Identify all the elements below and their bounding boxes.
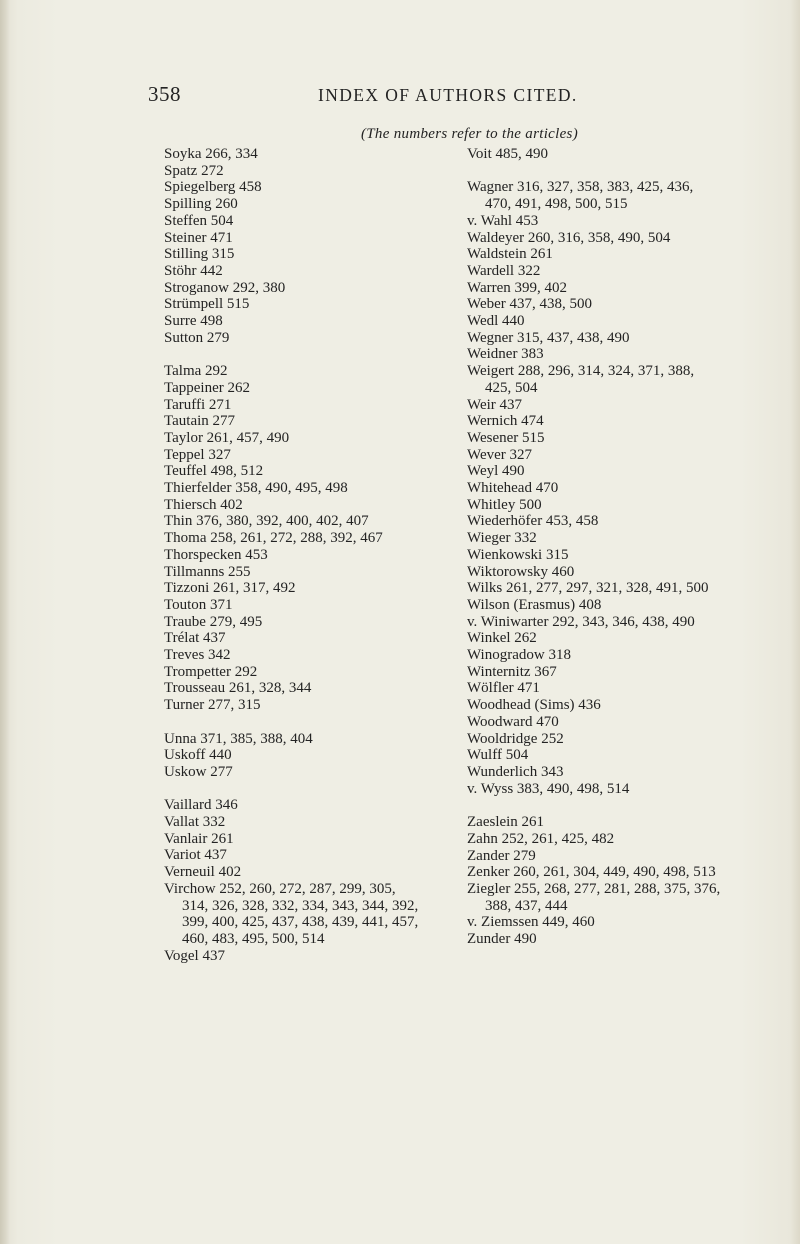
index-entry bbox=[467, 530, 797, 547]
index-entry bbox=[467, 463, 797, 480]
running-head: INDEX OF AUTHORS CITED. bbox=[318, 85, 578, 105]
index-entry-line: Steffen 504 bbox=[164, 212, 234, 229]
index-entry bbox=[467, 597, 797, 614]
index-entry-line: Verneuil 402 bbox=[164, 864, 242, 881]
page-header bbox=[0, 82, 800, 108]
index-entry-line: Vanlair 261 bbox=[164, 830, 234, 847]
index-entry-line: Ziegler 255, 268, 277, 281, 288, 375, 376, bbox=[467, 880, 721, 897]
index-entry-line: Trélat 437 bbox=[164, 630, 226, 647]
index-entry-line: Zahn 252, 261, 425, 482 bbox=[467, 830, 615, 847]
index-entry-line: Talma 292 bbox=[164, 363, 228, 380]
index-entry bbox=[467, 864, 797, 881]
index-entry-line: Wedl 440 bbox=[467, 313, 525, 330]
index-entry bbox=[467, 246, 797, 263]
index-entry-line: Vogel 437 bbox=[164, 947, 225, 964]
index-entry-line: Taruffi 271 bbox=[164, 396, 232, 413]
index-entry bbox=[467, 513, 797, 530]
index-entry-line: Wunderlich 343 bbox=[467, 764, 564, 780]
index-entry bbox=[164, 614, 484, 631]
index-entry bbox=[467, 814, 797, 831]
index-entry bbox=[467, 213, 797, 230]
index-entry bbox=[164, 797, 484, 814]
index-entry bbox=[164, 380, 484, 397]
index-entry-line: Unna 371, 385, 388, 404 bbox=[164, 730, 313, 747]
index-entry bbox=[467, 731, 797, 748]
index-entry-line: Weidner 383 bbox=[467, 346, 544, 363]
index-entry-line: Tizzoni 261, 317, 492 bbox=[164, 580, 296, 597]
index-entry bbox=[467, 697, 797, 714]
index-entry-line: v. Winiwarter 292, 343, 346, 438, 490 bbox=[467, 613, 695, 630]
index-entry bbox=[467, 647, 797, 664]
index-entry-line: Vaillard 346 bbox=[164, 797, 238, 814]
index-entry-line: Voit 485, 490 bbox=[467, 146, 548, 162]
index-entry bbox=[467, 313, 797, 330]
index-entry bbox=[164, 630, 484, 647]
index-entry-line: v. Wahl 453 bbox=[467, 212, 539, 229]
index-entry bbox=[164, 313, 484, 330]
index-entry bbox=[164, 564, 484, 581]
index-entry-line: Waldstein 261 bbox=[467, 246, 553, 263]
index-entry bbox=[164, 263, 484, 280]
index-entry-line: Trousseau 261, 328, 344 bbox=[164, 680, 312, 697]
index-entry-line: Treves 342 bbox=[164, 647, 231, 664]
index-entry-line: Uskoff 440 bbox=[164, 747, 232, 764]
index-entry bbox=[467, 263, 797, 280]
index-entry bbox=[467, 630, 797, 647]
section-gap bbox=[164, 714, 484, 731]
index-entry bbox=[164, 530, 484, 547]
index-entry-line: Wölfler 471 bbox=[467, 680, 540, 697]
index-entry bbox=[467, 397, 797, 414]
index-entry-continuation: 470, 491, 498, 500, 515 bbox=[485, 196, 628, 213]
index-entry-line: Zunder 490 bbox=[467, 931, 537, 948]
index-entry bbox=[164, 664, 484, 681]
index-entry bbox=[467, 146, 797, 163]
index-entry-line: Wiederhöfer 453, 458 bbox=[467, 513, 599, 530]
index-entry bbox=[164, 296, 484, 313]
index-entry-line: Soyka 266, 334 bbox=[164, 146, 258, 162]
index-entry-line: Taylor 261, 457, 490 bbox=[164, 429, 290, 446]
index-entry bbox=[467, 480, 797, 497]
section-gap bbox=[467, 797, 797, 814]
index-entry-line: Wienkowski 315 bbox=[467, 546, 569, 563]
index-entry bbox=[467, 931, 797, 948]
index-entry bbox=[164, 230, 484, 247]
index-entry bbox=[467, 714, 797, 731]
index-entry-line: Weyl 490 bbox=[467, 463, 525, 480]
index-entry bbox=[467, 664, 797, 681]
index-entry-line: Whitehead 470 bbox=[467, 480, 559, 497]
index-entry bbox=[467, 330, 797, 347]
section-gap bbox=[164, 781, 484, 798]
index-entry bbox=[164, 179, 484, 196]
index-entry-line: Steiner 471 bbox=[164, 229, 233, 246]
index-entry bbox=[164, 948, 484, 965]
index-entry-line: Tappeiner 262 bbox=[164, 379, 251, 396]
index-entry bbox=[164, 413, 484, 430]
index-entry bbox=[164, 363, 484, 380]
index-entry-line: Thin 376, 380, 392, 400, 402, 407 bbox=[164, 513, 369, 530]
index-entry bbox=[467, 280, 797, 297]
index-entry bbox=[164, 847, 484, 864]
index-entry-line: Wernich 474 bbox=[467, 413, 544, 430]
index-entry bbox=[467, 614, 797, 631]
index-entry bbox=[164, 831, 484, 848]
index-entry bbox=[467, 881, 797, 914]
index-column-right bbox=[467, 146, 797, 948]
index-entry bbox=[467, 179, 797, 212]
index-entry bbox=[164, 246, 484, 263]
index-entry-line: Thierfelder 358, 490, 495, 498 bbox=[164, 480, 348, 497]
index-entry-line: Wever 327 bbox=[467, 446, 533, 463]
index-entry bbox=[164, 680, 484, 697]
index-entry bbox=[164, 597, 484, 614]
index-entry bbox=[164, 430, 484, 447]
index-entry-line: Woodhead (Sims) 436 bbox=[467, 697, 601, 714]
index-entry bbox=[467, 564, 797, 581]
index-entry-line: Uskow 277 bbox=[164, 763, 233, 780]
index-entry-line: Winkel 262 bbox=[467, 630, 537, 647]
index-entry bbox=[467, 447, 797, 464]
index-entry bbox=[164, 881, 484, 948]
index-entry-line: Weber 437, 438, 500 bbox=[467, 296, 593, 313]
index-entry-line: Virchow 252, 260, 272, 287, 299, 305, bbox=[164, 880, 396, 897]
index-entry bbox=[467, 747, 797, 764]
index-entry bbox=[467, 413, 797, 430]
index-entry-line: Spilling 260 bbox=[164, 196, 238, 213]
index-entry-line: Teppel 327 bbox=[164, 446, 231, 463]
index-entry-line: Turner 277, 315 bbox=[164, 697, 261, 714]
index-entry-line: Traube 279, 495 bbox=[164, 613, 263, 630]
index-entry-line: v. Wyss 383, 490, 498, 514 bbox=[467, 780, 630, 797]
index-entry bbox=[467, 848, 797, 865]
index-entry-line: Spiegelberg 458 bbox=[164, 179, 262, 196]
index-entry-line: Wiktorowsky 460 bbox=[467, 563, 575, 580]
index-entry bbox=[164, 513, 484, 530]
index-entry-line: Wesener 515 bbox=[467, 429, 545, 446]
index-entry bbox=[467, 781, 797, 798]
index-entry-line: Winternitz 367 bbox=[467, 663, 557, 680]
index-entry-line: Winogradow 318 bbox=[467, 647, 571, 664]
index-entry-line: Stöhr 442 bbox=[164, 262, 223, 279]
index-entry-line: Wulff 504 bbox=[467, 747, 529, 764]
index-entry-line: Wilks 261, 277, 297, 321, 328, 491, 500 bbox=[467, 580, 709, 597]
index-entry bbox=[467, 914, 797, 931]
index-entry-line: Teuffel 498, 512 bbox=[164, 463, 264, 480]
index-entry bbox=[467, 363, 797, 396]
index-entry bbox=[467, 230, 797, 247]
index-entry bbox=[467, 547, 797, 564]
index-column-left bbox=[164, 146, 484, 964]
index-entry-line: Tautain 277 bbox=[164, 413, 236, 430]
page-number: 358 bbox=[148, 82, 181, 106]
index-entry bbox=[164, 480, 484, 497]
index-entry-continuation: 425, 504 bbox=[485, 379, 538, 396]
index-entry-line: Warren 399, 402 bbox=[467, 279, 568, 296]
section-gap bbox=[467, 163, 797, 180]
index-entry-line: Woodward 470 bbox=[467, 713, 559, 730]
index-entry bbox=[164, 731, 484, 748]
index-entry bbox=[164, 146, 484, 163]
index-entry bbox=[164, 814, 484, 831]
index-entry bbox=[467, 296, 797, 313]
index-entry-line: Weigert 288, 296, 314, 324, 371, 388, bbox=[467, 363, 695, 380]
index-entry bbox=[164, 497, 484, 514]
index-entry bbox=[164, 213, 484, 230]
index-entry-line: Wieger 332 bbox=[467, 530, 537, 547]
index-entry-line: Tillmanns 255 bbox=[164, 563, 251, 580]
index-entry-line: v. Ziemssen 449, 460 bbox=[467, 914, 595, 931]
index-entry-line: Waldeyer 260, 316, 358, 490, 504 bbox=[467, 229, 671, 246]
index-entry-line: Sutton 279 bbox=[164, 329, 230, 346]
index-entry bbox=[164, 647, 484, 664]
index-entry-line: Zander 279 bbox=[467, 847, 536, 864]
index-entry-line: Wilson (Erasmus) 408 bbox=[467, 596, 602, 613]
index-entry bbox=[164, 330, 484, 347]
index-entry bbox=[164, 280, 484, 297]
index-entry-continuation: 399, 400, 425, 437, 438, 439, 441, 457, bbox=[182, 914, 419, 931]
index-entry bbox=[164, 196, 484, 213]
index-entry-line: Trompetter 292 bbox=[164, 663, 258, 680]
index-entry-line: Spatz 272 bbox=[164, 162, 224, 179]
index-entry-line: Zaeslein 261 bbox=[467, 814, 545, 831]
index-entry-line: Vallat 332 bbox=[164, 814, 226, 831]
page-spine-shadow bbox=[0, 0, 10, 1244]
index-note: (The numbers refer to the articles) bbox=[361, 126, 578, 142]
index-entry bbox=[467, 497, 797, 514]
index-entry bbox=[467, 680, 797, 697]
index-entry-line: Stroganow 292, 380 bbox=[164, 279, 286, 296]
index-entry-line: Strümpell 515 bbox=[164, 296, 250, 313]
index-entry bbox=[164, 463, 484, 480]
index-entry bbox=[164, 447, 484, 464]
index-entry-continuation: 460, 483, 495, 500, 514 bbox=[182, 931, 325, 947]
index-entry bbox=[164, 547, 484, 564]
index-entry-line: Touton 371 bbox=[164, 596, 233, 613]
index-entry-line: Wagner 316, 327, 358, 383, 425, 436, bbox=[467, 179, 694, 196]
index-entry bbox=[467, 831, 797, 848]
index-entry bbox=[164, 163, 484, 180]
index-entry-line: Wegner 315, 437, 438, 490 bbox=[467, 329, 630, 346]
index-entry bbox=[467, 430, 797, 447]
index-entry bbox=[164, 397, 484, 414]
index-entry bbox=[164, 697, 484, 714]
index-entry-continuation: 388, 437, 444 bbox=[485, 897, 568, 914]
index-entry bbox=[164, 747, 484, 764]
index-entry-line: Zenker 260, 261, 304, 449, 490, 498, 513 bbox=[467, 864, 716, 881]
index-entry-line: Weir 437 bbox=[467, 396, 523, 413]
index-entry-line: Whitley 500 bbox=[467, 496, 542, 513]
index-entry bbox=[164, 580, 484, 597]
index-entry bbox=[467, 764, 797, 781]
index-entry-continuation: 314, 326, 328, 332, 334, 343, 344, 392, bbox=[182, 897, 419, 914]
index-entry bbox=[467, 580, 797, 597]
index-entry-line: Wardell 322 bbox=[467, 262, 541, 279]
index-entry-line: Wooldridge 252 bbox=[467, 730, 564, 747]
index-entry-line: Surre 498 bbox=[164, 313, 223, 330]
index-entry-line: Thoma 258, 261, 272, 288, 392, 467 bbox=[164, 530, 383, 547]
index-entry-line: Thorspecken 453 bbox=[164, 546, 268, 563]
index-entry bbox=[467, 346, 797, 363]
index-entry-line: Stilling 315 bbox=[164, 246, 235, 263]
section-gap bbox=[164, 346, 484, 363]
index-entry bbox=[164, 764, 484, 781]
index-entry-line: Thiersch 402 bbox=[164, 496, 243, 513]
index-entry-line: Variot 437 bbox=[164, 847, 227, 864]
index-entry bbox=[164, 864, 484, 881]
